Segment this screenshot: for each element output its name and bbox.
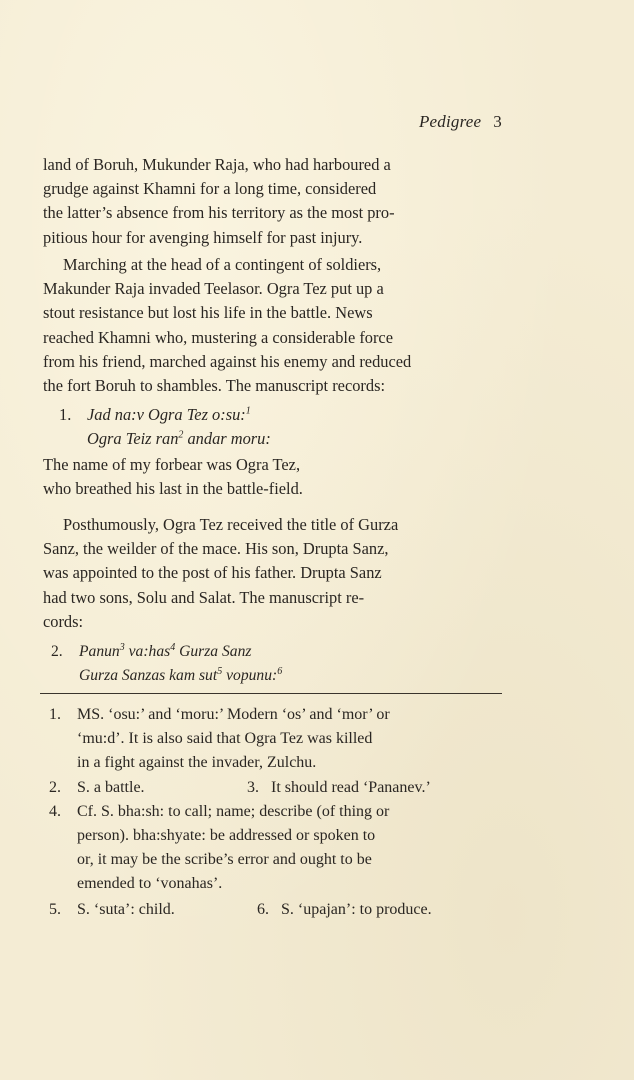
text-line: The name of my forbear was Ogra Tez, bbox=[43, 455, 301, 474]
verse-text: va:has bbox=[124, 643, 171, 660]
text-line: from his friend, marched against his enemy and reduced bbox=[43, 351, 412, 371]
text-line: was appointed to the post of his father. Drupta Sanz bbox=[43, 563, 382, 583]
text-line: had two sons, Solu and Salat. The manuscript re- bbox=[43, 587, 365, 607]
verse-line bbox=[43, 403, 499, 427]
verse-translation bbox=[43, 453, 499, 501]
verse-text: andar moru: bbox=[183, 429, 271, 449]
text-line: reached Khamni who, mustering a considerable force bbox=[43, 327, 393, 347]
footnote-number: 6. bbox=[257, 901, 269, 919]
footnote-line: in a fight against the invader, Zulchu. bbox=[77, 754, 317, 772]
text-line: Sanz, the weilder of the mace. His son, Drupta Sanz, bbox=[43, 539, 389, 559]
footnote-number: 1. bbox=[49, 706, 61, 723]
footnote-ref: 1 bbox=[245, 405, 251, 417]
footnote-line: emended to ‘vonahas’. bbox=[77, 875, 223, 893]
footnote-6-text: S. ‘upajan’: to produce. bbox=[281, 901, 432, 919]
footnote-2-text: S. a battle. bbox=[77, 778, 145, 796]
verse-line bbox=[43, 640, 499, 664]
verse-number: 2. bbox=[51, 643, 63, 660]
footnote-line: person). bha:shyate: be addressed or spoken to bbox=[77, 826, 376, 844]
footnote-number: 2. bbox=[49, 778, 61, 796]
footnote-ref: 4 bbox=[170, 641, 176, 653]
text-line: pitious hour for avenging himself for past injury. bbox=[43, 227, 363, 247]
footnote-number: 4. bbox=[49, 802, 61, 820]
text-line: Posthumously, Ogra Tez received the title of Gurza bbox=[63, 515, 399, 534]
running-head bbox=[419, 112, 502, 132]
verse-text: Gurza Sanz bbox=[175, 643, 252, 660]
verse-text: Panun bbox=[79, 643, 120, 660]
verse-text: Gurza Sanzas kam sut bbox=[79, 667, 218, 685]
verse-1 bbox=[43, 403, 499, 451]
footnote-1 bbox=[43, 703, 499, 776]
footnote-5-6 bbox=[43, 898, 499, 922]
paragraph-2 bbox=[43, 253, 499, 398]
verse-line bbox=[43, 664, 499, 688]
text-line: land of Boruh, Mukunder Raja, who had harboured a bbox=[43, 155, 391, 174]
verse-text: Ogra Teiz ran bbox=[87, 429, 179, 449]
text-line: cords: bbox=[43, 611, 84, 631]
footnote-line: MS. ‘osu:’ and ‘moru:’ Modern ‘os’ and ‘mor’ or bbox=[77, 706, 390, 723]
verse-line bbox=[43, 427, 499, 451]
paragraph-1 bbox=[43, 153, 499, 250]
footnote-line: ‘mu:d’. It is also said that Ogra Tez was killed bbox=[77, 730, 373, 748]
page-number: 3 bbox=[493, 112, 502, 131]
text-line: Makunder Raja invaded Teelasor. Ogra Tez put up a bbox=[43, 279, 384, 299]
text-line: Marching at the head of a contingent of soldiers, bbox=[63, 255, 382, 274]
verse-number: 1. bbox=[59, 405, 72, 424]
footnote-rule bbox=[40, 693, 502, 694]
text-line: the latter’s absence from his territory as the most pro- bbox=[43, 203, 395, 223]
footnote-ref: 2 bbox=[178, 429, 184, 441]
footnote-number: 3. bbox=[247, 778, 259, 796]
text-line: stout resistance but lost his life in the battle. News bbox=[43, 303, 373, 323]
footnote-3-text: It should read ‘Pananev.’ bbox=[271, 778, 431, 796]
footnote-4 bbox=[43, 800, 499, 897]
footnote-line: Cf. S. bha:sh: to call; name; describe (of thing or bbox=[77, 802, 390, 820]
footnotes bbox=[43, 703, 499, 922]
text-line: grudge against Khamni for a long time, considered bbox=[43, 179, 377, 199]
footnote-line: or, it may be the scribe’s error and ought to be bbox=[77, 851, 372, 869]
text-line: who breathed his last in the battle-field. bbox=[43, 479, 303, 499]
verse-text: Jad na:v Ogra Tez o:su: bbox=[87, 405, 246, 424]
running-title: Pedigree bbox=[418, 112, 482, 131]
footnote-ref: 5 bbox=[217, 666, 223, 678]
footnote-2-3 bbox=[43, 776, 499, 800]
footnote-5-text: S. ‘suta’: child. bbox=[77, 901, 175, 919]
verse-text: vopunu: bbox=[222, 667, 278, 685]
verse-2 bbox=[43, 640, 499, 688]
footnote-ref: 6 bbox=[277, 666, 283, 678]
paragraph-3 bbox=[43, 513, 499, 634]
footnote-number: 5. bbox=[49, 901, 61, 919]
footnote-ref: 3 bbox=[119, 641, 125, 653]
text-line: the fort Boruh to shambles. The manuscript records: bbox=[43, 376, 386, 396]
